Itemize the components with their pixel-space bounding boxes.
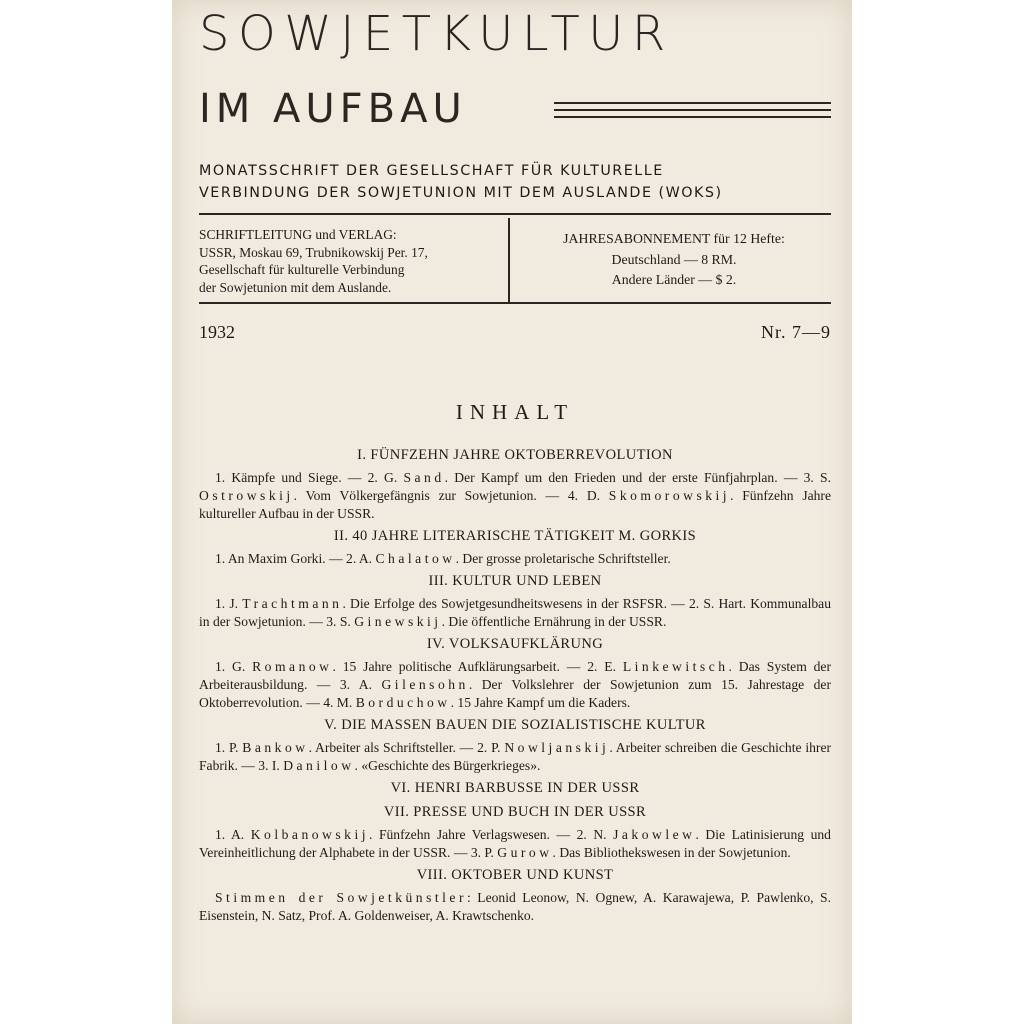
contents-heading: INHALT [455,400,575,424]
article-text: . 15 Jahre politische Aufklärungsarbeit. — 2. E. [332,659,623,674]
section-title: III. KULTUR UND LEBEN [428,573,602,589]
author-name: Borduchow [355,695,451,710]
article-text: 1. J. [215,596,243,611]
article-text: . Die Latinisierung und Vereinheitlichung der Alphabete in der USSR. — 3. P. [199,827,831,860]
section-title: VIII. OKTOBER UND KUNST [416,867,614,883]
article-text: 1. A. [215,827,251,842]
author-name: Sand [403,470,445,485]
author-name: Nowljanskij [504,740,610,755]
subscription-info [517,229,831,291]
author-name: Bankow [242,740,309,755]
decorative-rules [554,102,831,123]
section-articles [199,469,831,523]
editorial-line: USSR, Moskau 69, Trubnikowskij Per. 17, [199,244,428,260]
description-line: VERBINDUNG DER SOWJETUNION MIT DEM AUSLANDE (WOKS) [199,185,723,201]
author-name: Gurow [497,845,553,860]
magazine-page [172,0,852,1024]
section-articles [199,739,831,775]
article-text: 1. Kämpfe und Siege. — 2. G. [215,470,404,485]
article-text: 1. G. [215,659,253,674]
issue-number: Nr. 7—9 [761,322,831,342]
masthead-subtitle-title: IM AUFBAU [199,86,467,132]
section-title: V. DIE MASSEN BAUEN DIE SOZIALISTISCHE KULTUR [324,717,706,733]
section-title: VII. PRESSE UND BUCH IN DER USSR [383,804,647,820]
rule-line [554,109,831,111]
article-text: . Die öffentliche Ernährung in der USSR. [441,614,667,629]
editorial-line: der Sowjetunion mit dem Auslande. [199,279,392,295]
editorial-line: SCHRIFTLEITUNG und VERLAG: [199,227,397,242]
article-text: . Fünfzehn Jahre Verlagswesen. — 2. N. [369,827,614,842]
publication-description [199,160,831,204]
subscription-line: Andere Länder — $ 2. [611,272,737,287]
article-text: . Der grosse proletarische Schriftsteller. [455,551,671,566]
author-name: Ostrowskij [199,488,294,503]
divider-top [199,213,831,215]
author-name: Jakowlew [613,827,696,842]
subscription-line: Deutschland — 8 RM. [611,251,737,267]
section-articles [199,658,831,712]
author-name: Danilow [283,758,355,773]
section-title: I. FÜNFZEHN JAHRE OKTOBERREVOLUTION [357,447,673,463]
article-text: . Fünfzehn Jahre kultureller Aufbau in der USSR. [199,488,831,521]
description-line: MONATSSCHRIFT DER GESELLSCHAFT FÜR KULTURELLE [199,163,664,179]
vertical-divider [508,218,510,303]
author-name: Ginewskij [354,614,442,629]
article-text: : Leonid Leonow, N. Ognew, A. Karawajewa, P. Pawlenko, S. Eisenstein, N. Satz, Prof. A. Goldenweiser, A. Krawtschenko. [199,890,831,923]
article-text: 1. An Maxim Gorki. — 2. A. [215,551,376,566]
article-text: . «Geschichte des Bürgerkrieges». [354,758,541,773]
issue-year: 1932 [199,322,235,342]
editorial-address [199,226,504,296]
article-text: . Vom Völkergefängnis zur Sowjetunion. — 4. D. [293,488,609,503]
author-name: Stimmen der Sowjetkünstler [215,890,467,905]
article-text: . Arbeiter als Schriftsteller. — 2. P. [308,740,505,755]
divider-bottom [199,302,831,304]
rule-line [554,116,831,118]
article-text: . Die Erfolge des Sowjetgesundheitswesens in der RSFSR. — 2. S. Hart. Kommunalbau in der Sowjetunion. — 3. S. [199,596,831,629]
author-name: Chalatow [375,551,456,566]
section-title: II. 40 JAHRE LITERARISCHE TÄTIGKEIT M. GORKIS [333,528,697,544]
author-name: Romanow [252,659,333,674]
subscription-line: JAHRESABONNEMENT für 12 Hefte: [563,231,785,246]
rule-line [554,102,831,104]
publisher-info-block [199,226,831,302]
article-text: . Der Kampf um den Frieden und der erste Fünfjahrplan. — 3. S. [444,470,831,485]
article-text: . Arbeiter schreiben die Geschichte ihrer Fabrik. — 3. I. [199,740,832,773]
author-name: Trachtmann [242,596,343,611]
article-text: . Das Bibliothekswesen in der Sowjetunion. [552,845,791,860]
masthead-title: SOWJETKULTUR [199,6,674,62]
section-articles [199,826,831,862]
section-title: VI. HENRI BARBUSSE IN DER USSR [390,780,640,796]
author-name: Skomorowskij [608,488,731,503]
editorial-line: Gesellschaft für kulturelle Verbindung [199,262,405,277]
author-name: Gilensohn [381,677,469,692]
article-text: 1. P. [215,740,243,755]
section-articles [199,550,831,568]
author-name: Kolbanowskij [250,827,370,842]
section-articles [199,889,831,925]
author-name: Linkewitsch [622,659,729,674]
article-text: . 15 Jahre Kampf um die Kaders. [450,695,631,710]
article-text: . Das System der Arbeiterausbildung. — 3. A. [199,659,831,692]
article-text: . Der Volkslehrer der Sowjetunion zum 15. Jahrestage der Oktoberrevolution. — 4. M. [199,677,831,710]
section-title: IV. VOLKSAUFKLÄRUNG [426,636,604,652]
table-of-contents [199,445,831,928]
section-articles [199,595,831,631]
